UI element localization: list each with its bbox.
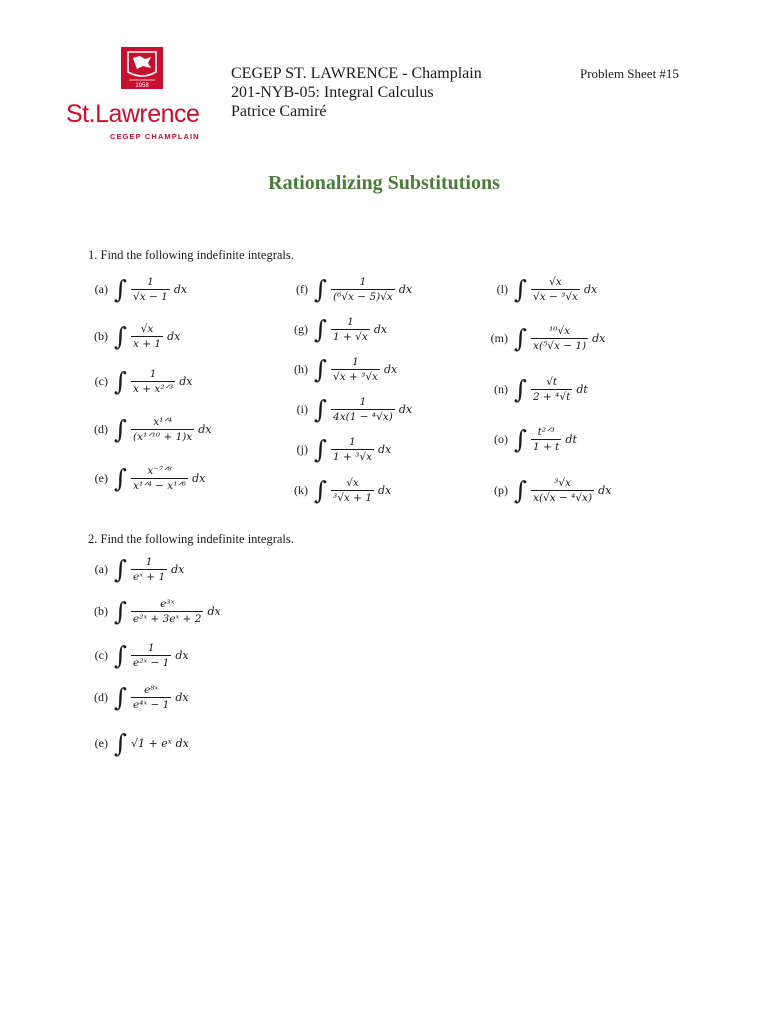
problem-label: (m) [490,331,508,345]
differential: dx [378,443,392,456]
problem-label: (f) [296,282,308,296]
problem-label: (c) [94,374,108,388]
integrand-fraction [131,556,167,583]
integrand-fraction [131,323,163,350]
integral-sign-icon: ∫ [114,555,128,584]
numerator: t²ᐟ³ [537,426,555,438]
integrand-fraction [331,396,395,423]
problem-item [84,276,187,303]
integral-sign-icon: ∫ [114,597,128,626]
college-logo [62,46,222,146]
problem-item [84,323,180,350]
problem-label: (d) [94,690,108,704]
integrand-fraction [531,426,561,453]
denominator: e⁴ˣ − 1 [133,699,170,711]
denominator: 1 + t [533,441,560,453]
problem-item [284,477,391,504]
integral-sign-icon: ∫ [314,315,328,344]
denominator: 4x(1 − ⁴√x) [333,411,393,423]
integrand-fraction [331,477,374,504]
integrand-fraction [331,276,395,303]
problem-label: (b) [94,604,108,618]
integrand-fraction [331,316,370,343]
problem-item [284,436,391,463]
integral-sign-icon: ∫ [114,683,128,712]
integrand-fraction [131,416,194,443]
problem-label: (a) [94,282,108,296]
numerator: x⁻⁷ᐟ⁸ [147,465,172,477]
problem-label: (k) [294,483,308,497]
integral-sign-icon: ∫ [114,322,128,351]
problem-label: (l) [496,282,508,296]
differential: dt [576,383,588,396]
denominator: e²ˣ − 1 [133,657,170,669]
problem-item [284,356,397,383]
problem-item [84,684,189,711]
differential: dx [592,332,606,345]
differential: dx [175,649,189,662]
integrand-expression: √1 + eˣ [131,737,172,750]
numerator: e³ˣ [160,598,175,610]
problem-label: (b) [94,329,108,343]
problem-label: (c) [94,648,108,662]
integrand-fraction [531,376,572,403]
question-2-heading: 2. Find the following indefinite integrals. [88,532,294,546]
question-1-heading: 1. Find the following indefinite integrals. [88,248,294,262]
numerator: 1 [347,316,354,328]
integral-sign-icon: ∫ [114,729,128,758]
differential: dx [175,737,189,750]
integral-sign-icon: ∫ [514,476,528,505]
numerator: 1 [349,436,356,448]
integrand-fraction [131,684,171,711]
differential: dx [383,363,398,376]
logo-wordmark: St.Lawrence [66,100,200,128]
integral-sign-icon: ∫ [514,275,528,304]
integral-sign-icon: ∫ [114,275,128,304]
differential: dx [192,472,206,485]
differential: dx [207,605,221,618]
integral-sign-icon: ∫ [514,425,528,454]
problem-item [284,316,387,343]
integral-sign-icon: ∫ [114,367,128,396]
problem-item [484,426,577,453]
denominator: 1 + √x [333,331,368,343]
integrand-fraction [531,276,580,303]
problem-item [84,465,205,492]
denominator: e²ˣ + 3eˣ + 2 [133,613,202,625]
problem-label: (n) [494,382,508,396]
differential: dx [373,323,388,336]
problem-label: (h) [294,362,308,376]
integrand-fraction [131,368,175,395]
header-institution: CEGEP ST. LAWRENCE - Champlain [231,65,482,82]
integrand-fraction [331,436,374,463]
problem-label: (p) [494,483,508,497]
numerator: 1 [352,356,359,368]
problem-item [84,556,184,583]
differential: dx [398,403,413,416]
denominator: x(√x − ⁴√x) [533,492,593,504]
integral-sign-icon: ∫ [114,415,128,444]
numerator: x¹ᐟ⁴ [153,416,173,428]
problem-label: (g) [294,322,308,336]
denominator: √x + ³√x [333,371,378,383]
differential: dx [179,375,193,388]
integrand-fraction [131,465,188,492]
differential: dx [598,484,612,497]
header-course: 201-NYB-05: Integral Calculus [231,84,434,101]
problem-item [484,376,588,403]
denominator: (x¹ᐟ¹⁰ + 1)x [133,431,193,443]
numerator: 1 [359,396,367,408]
integral-sign-icon: ∫ [114,464,128,493]
problem-label: (o) [494,432,508,446]
integrand-fraction [131,276,170,303]
denominator: √x − ³√x [533,291,578,303]
differential: dx [198,423,212,436]
numerator: √x [140,323,154,335]
header-instructor: Patrice Camiré [231,103,327,120]
denominator: 1 + ³√x [333,451,373,463]
problem-label: (a) [94,562,108,576]
problem-sheet-number: Problem Sheet #15 [580,66,679,81]
denominator: 2 + ⁴√t [533,391,571,403]
denominator: x + x²ᐟ³ [133,383,174,395]
problem-item [84,642,189,669]
integral-sign-icon: ∫ [514,324,528,353]
differential: dt [565,433,577,446]
denominator: x + 1 [133,338,162,350]
crest-icon [120,46,164,90]
page-title: Rationalizing Substitutions [268,172,500,194]
integrand-fraction [131,642,171,669]
numerator: √x [549,276,562,288]
problem-label: (d) [94,422,108,436]
integral-sign-icon: ∫ [114,641,128,670]
differential: dx [173,283,188,296]
problem-item [484,325,605,352]
problem-item [84,368,192,395]
numerator: ³√x [554,477,571,489]
integrand-fraction [331,356,380,383]
numerator: ¹⁰√x [549,325,571,337]
numerator: √x [346,477,359,489]
denominator: x¹ᐟ⁴ − x¹ᐟ⁶ [133,480,187,492]
numerator: e⁸ˣ [144,684,159,696]
numerator: 1 [145,556,153,568]
differential: dx [398,283,413,296]
integral-sign-icon: ∫ [314,435,328,464]
differential: dx [167,330,181,343]
problem-item [284,396,412,423]
crest-year: 1958 [135,83,149,89]
denominator: eˣ + 1 [133,571,166,583]
numerator: 1 [359,276,367,288]
integrand-fraction [531,477,594,504]
problem-item [484,276,597,303]
denominator: ³√x + 1 [333,492,373,504]
integral-sign-icon: ∫ [314,355,328,384]
integral-sign-icon: ∫ [314,395,328,424]
integrand-fraction [131,598,203,625]
integral-sign-icon: ∫ [314,275,328,304]
numerator: 1 [147,642,155,654]
denominator: √x − 1 [133,291,168,303]
numerator: 1 [149,368,157,380]
integral-sign-icon: ∫ [314,476,328,505]
numerator: √t [546,376,558,388]
integral-sign-icon: ∫ [514,375,528,404]
integrand-fraction [531,325,588,352]
problem-item [484,477,611,504]
differential: dx [175,691,189,704]
problem-item [84,416,212,443]
differential: dx [171,563,185,576]
problem-item [84,598,221,625]
problem-label: (i) [296,402,308,416]
logo-subtitle: CEGEP CHAMPLAIN [110,132,200,141]
problem-item [84,731,189,756]
differential: dx [583,283,598,296]
problem-label: (e) [94,736,108,750]
differential: dx [378,484,392,497]
denominator: x(⁵√x − 1) [533,340,587,352]
denominator: (⁶√x − 5)√x [333,291,393,303]
numerator: 1 [147,276,154,288]
problem-label: (e) [94,471,108,485]
problem-item [284,276,412,303]
problem-label: (j) [296,442,308,456]
